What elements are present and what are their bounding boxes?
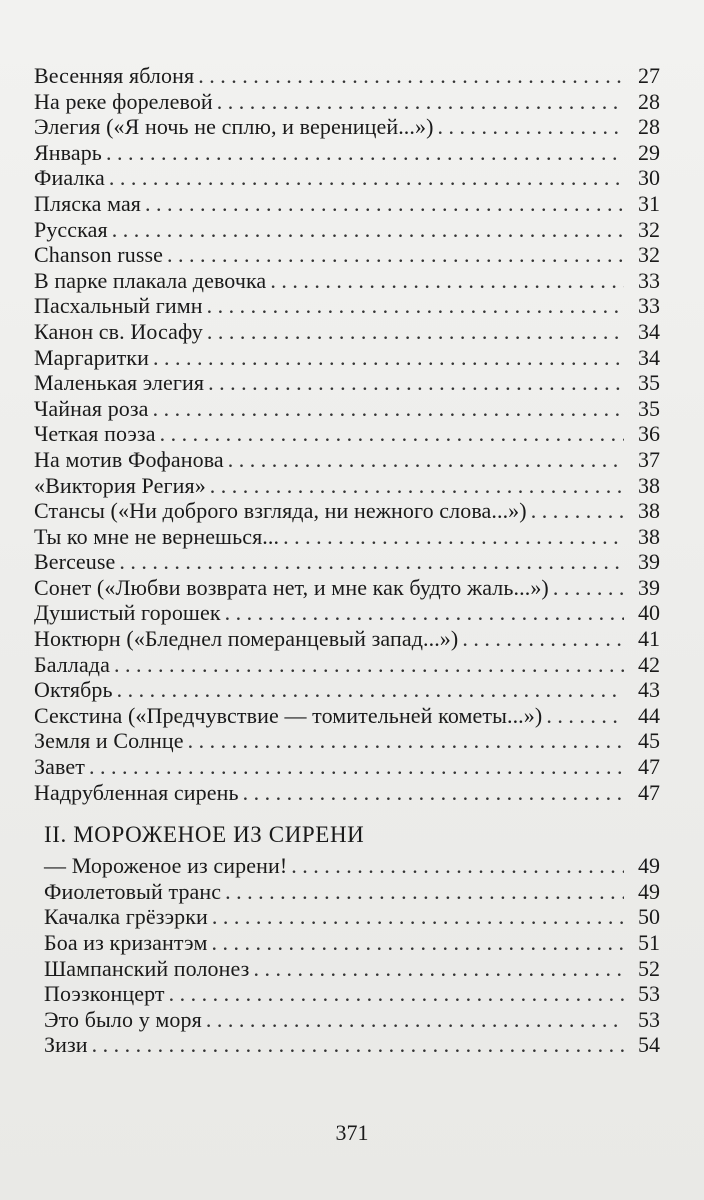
toc-entry [34, 319, 660, 345]
toc-entry-page: 38 [638, 523, 660, 549]
toc-entry-page: 47 [638, 779, 660, 805]
toc-entry-title: Боа из кризантэм [44, 930, 208, 955]
toc-entry-page: 37 [638, 446, 660, 472]
toc-entry [34, 114, 660, 140]
section-2-entries [34, 853, 660, 1058]
dot-leader [228, 447, 624, 473]
dot-leader [153, 396, 624, 422]
toc-entry-page: 30 [638, 165, 660, 191]
dot-leader [553, 575, 624, 601]
toc-entry-title: Баллада [34, 651, 110, 677]
toc-entry [34, 242, 660, 268]
toc-entry-page: 31 [638, 190, 660, 216]
toc-entry-page: 34 [638, 344, 660, 370]
toc-entry-title: Поэзконцерт [44, 981, 165, 1007]
dot-leader [198, 63, 624, 89]
toc-entry-title: Надрубленная сирень [34, 779, 239, 805]
toc-entry [34, 879, 660, 905]
toc-entry-page: 27 [638, 63, 660, 88]
toc-entry-title: Русская [34, 216, 108, 242]
toc-entry [34, 370, 660, 396]
toc-entry-title: Завет [34, 754, 85, 780]
toc-entry-title: Земля и Солнце [34, 728, 184, 754]
toc-entry [34, 63, 660, 89]
toc-entry-title: Ты ко мне не вернешься... [34, 523, 280, 549]
dot-leader [438, 114, 624, 140]
toc-entry-page: 44 [638, 702, 660, 728]
page-number: 371 [335, 1120, 369, 1145]
dot-leader [167, 242, 624, 268]
toc-entry-title: Шампанский полонез [44, 955, 250, 981]
toc-entry-title: Канон св. Иосафу [34, 318, 203, 344]
toc-entry-page: 45 [638, 728, 660, 754]
toc-entry [34, 981, 660, 1007]
toc-entry [34, 524, 660, 550]
section-heading: II. МОРОЖЕНОЕ ИЗ СИРЕНИ [44, 822, 365, 848]
dot-leader [169, 981, 624, 1007]
toc-entry [34, 293, 660, 319]
dot-leader [206, 1007, 624, 1033]
toc-entry-title: Ноктюрн («Бледнел померанцевый запад...») [34, 626, 459, 652]
dot-leader [109, 165, 624, 191]
dot-leader [188, 728, 624, 754]
dot-leader [546, 703, 624, 729]
toc-entry-title: — Мороженое из сирени! [44, 853, 288, 879]
toc-entry-page: 34 [638, 318, 660, 344]
toc-entry [34, 498, 660, 524]
toc-entry-page: 52 [638, 955, 660, 981]
dot-leader [119, 549, 624, 575]
dot-leader [92, 1032, 624, 1058]
dot-leader [112, 217, 624, 243]
toc-entry [34, 1007, 660, 1033]
toc-entry-title: Секстина («Предчувствие — томительней кометы...») [34, 702, 543, 728]
dot-leader [89, 754, 624, 780]
toc-entry-page: 28 [638, 114, 660, 140]
dot-leader [291, 853, 624, 879]
toc-entry [34, 268, 660, 294]
toc-entry-page: 33 [638, 293, 660, 319]
toc-entry-title: Качалка грёзэрки [44, 904, 208, 930]
toc-entry-title: Январь [34, 139, 102, 165]
toc-entry-title: Пляска мая [34, 190, 142, 216]
toc-entry-title: Маргаритки [34, 344, 149, 370]
toc-entry-page: 43 [638, 677, 660, 703]
toc-entry [34, 703, 660, 729]
toc-entry-page: 42 [638, 651, 660, 677]
toc-entry-page: 38 [638, 472, 660, 498]
toc-entry-page: 28 [638, 88, 660, 114]
toc-entry [34, 575, 660, 601]
toc-entry-page: 49 [638, 853, 660, 879]
toc-entry [34, 904, 660, 930]
toc-entry-title: Элегия («Я ночь не сплю, и вереницей...») [34, 114, 434, 140]
toc-entry [34, 754, 660, 780]
toc-entry-page: 53 [638, 1006, 660, 1032]
toc-entry-title: На мотив Фофанова [34, 446, 224, 472]
toc-entry [34, 447, 660, 473]
dot-leader [217, 89, 624, 115]
dot-leader [160, 421, 624, 447]
toc-entry-page: 35 [638, 370, 660, 396]
toc-entry-title: Фиолетовый транс [44, 878, 222, 904]
toc-entry-page: 41 [638, 626, 660, 652]
dot-leader [106, 140, 624, 166]
toc-entry [34, 396, 660, 422]
toc-entry-title: Октябрь [34, 677, 113, 703]
toc-entry [34, 956, 660, 982]
dot-leader [531, 498, 624, 524]
toc-entry [34, 191, 660, 217]
dot-leader [117, 677, 624, 703]
dot-leader [208, 370, 624, 396]
toc-entry-title: Четкая поэза [34, 421, 156, 447]
toc-entry-title: Душистый горошек [34, 600, 221, 626]
toc-entry [34, 853, 660, 879]
dot-leader [270, 268, 624, 294]
toc-entry [34, 677, 660, 703]
toc-entry [34, 217, 660, 243]
toc-entry-title: Зизи [44, 1032, 88, 1058]
toc-entry [34, 600, 660, 626]
toc-entry-page: 36 [638, 421, 660, 447]
toc-entry-title: Стансы («Ни доброго взгляда, ни нежного слова...») [34, 498, 527, 524]
toc-entry-page: 32 [638, 216, 660, 242]
toc-section-2 [34, 817, 660, 1058]
dot-leader [207, 293, 624, 319]
toc-entry-title: На реке форелевой [34, 88, 213, 114]
toc-entry-title: «Виктория Регия» [34, 472, 206, 498]
toc-entry-page: 51 [638, 930, 660, 955]
toc-entry-page: 47 [638, 754, 660, 780]
toc-entry-page: 49 [638, 878, 660, 904]
toc-entry-title: Это было у моря [44, 1006, 202, 1032]
toc-entry-page: 33 [638, 267, 660, 293]
table-of-contents [34, 63, 660, 1058]
dot-leader [153, 345, 624, 371]
toc-entry-page: 32 [638, 242, 660, 268]
dot-leader [207, 319, 624, 345]
toc-entry-title: Пасхальный гимн [34, 293, 203, 319]
toc-entry [34, 652, 660, 678]
toc-entry-page: 54 [638, 1032, 660, 1058]
toc-entry-title: Весенняя яблоня [34, 63, 195, 88]
toc-entry-title: Chanson russe [34, 242, 164, 268]
dot-leader [114, 652, 624, 678]
dot-leader [210, 473, 624, 499]
toc-entry-title: В парке плакала девочка [34, 267, 267, 293]
toc-entry [34, 165, 660, 191]
dot-leader [283, 524, 624, 550]
dot-leader [243, 780, 624, 806]
toc-entry [34, 1032, 660, 1058]
toc-entry [34, 549, 660, 575]
toc-entry [34, 626, 660, 652]
toc-entry-page: 39 [638, 549, 660, 575]
toc-entry-title: Маленькая элегия [34, 370, 205, 396]
toc-entry-title: Чайная роза [34, 395, 149, 421]
toc-entry [34, 930, 660, 956]
toc-entry [34, 345, 660, 371]
toc-entry [34, 473, 660, 499]
dot-leader [225, 600, 624, 626]
dot-leader [212, 904, 624, 930]
toc-entry [34, 780, 660, 806]
dot-leader [225, 879, 624, 905]
toc-entry-page: 39 [638, 574, 660, 600]
dot-leader [462, 626, 624, 652]
toc-entry [34, 140, 660, 166]
toc-entry [34, 421, 660, 447]
toc-entry-page: 35 [638, 395, 660, 421]
toc-entry [34, 728, 660, 754]
toc-section-1 [34, 63, 660, 805]
toc-entry-page: 53 [638, 981, 660, 1007]
dot-leader [212, 930, 625, 956]
toc-entry-title: Сонет («Любви возврата нет, и мне как будто жаль...») [34, 574, 549, 600]
toc-entry-title: Фиалка [34, 165, 105, 191]
toc-entry-title: Berceuse [34, 549, 116, 575]
toc-entry-page: 50 [638, 904, 660, 930]
dot-leader [253, 956, 624, 982]
toc-entry [34, 89, 660, 115]
toc-entry-page: 40 [638, 600, 660, 626]
toc-entry-page: 29 [638, 139, 660, 165]
toc-entry-page: 38 [638, 498, 660, 524]
dot-leader [145, 191, 624, 217]
